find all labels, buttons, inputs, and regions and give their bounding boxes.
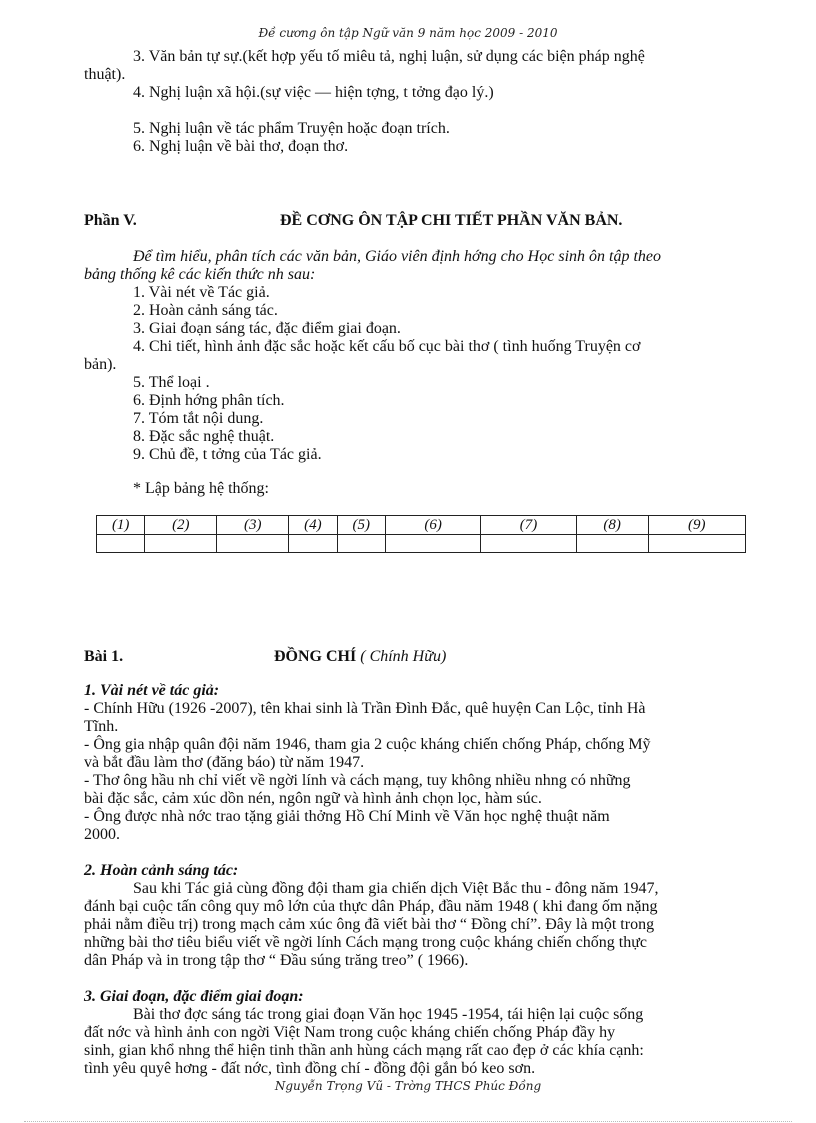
paragraph-line: và bắt đầu làm thơ (đăng báo) từ năm 1947.	[84, 754, 365, 771]
paragraph-line: - Ông gia nhập quân đội năm 1946, tham gia 2 cuộc kháng chiến chống Pháp, chống Mỹ	[84, 736, 651, 753]
list-item: 1. Vài nét về Tác giả.	[133, 284, 270, 301]
paragraph-line: Bài thơ đợc sáng tác trong giai đoạn Văn học 1945 -1954, tái hiện lại cuộc sống	[133, 1006, 644, 1023]
table-header-cell: (3)	[217, 516, 289, 535]
table-cell	[145, 535, 217, 553]
part5-body	[84, 248, 756, 498]
table-row	[97, 535, 746, 553]
part5-section	[84, 212, 756, 232]
table-cell	[481, 535, 576, 553]
table-header-cell: (9)	[648, 516, 745, 535]
list-item: 3. Giai đoạn sáng tác, đặc điểm giai đoạn.	[133, 320, 401, 337]
lesson-author: ( Chính Hữu)	[360, 648, 447, 665]
table-cell	[97, 535, 145, 553]
list-item: 4. Chi tiết, hình ảnh đặc sắc hoặc kết cấu bố cục bài thơ ( tình huống Truyện cơ	[133, 338, 641, 355]
list-item: 5. Thể loại .	[133, 374, 210, 391]
section-number: Phần V.	[84, 212, 137, 229]
list-item: 2. Hoàn cảnh sáng tác.	[133, 302, 278, 319]
table-cell	[648, 535, 745, 553]
table-cell	[289, 535, 337, 553]
lesson1-section	[84, 648, 756, 668]
table-header-cell: (7)	[481, 516, 576, 535]
table-cell	[576, 535, 648, 553]
page-divider	[24, 1121, 792, 1122]
table-cell	[385, 535, 480, 553]
paragraph-line: - Ông được nhà nớc trao tặng giải thởng Hồ Chí Minh về Văn học nghệ thuật năm	[84, 808, 610, 825]
paragraph-line: Tĩnh.	[84, 718, 119, 735]
table-header-cell: (6)	[385, 516, 480, 535]
page-header: Đề cương ôn tập Ngữ văn 9 năm học 2009 - 2010	[258, 26, 558, 40]
list-item: 6. Định hớng phân tích.	[133, 392, 285, 409]
table-header-cell: (8)	[576, 516, 648, 535]
subsection-heading: 2. Hoàn cảnh sáng tác:	[84, 862, 239, 879]
table-cell	[217, 535, 289, 553]
list-item: bản).	[84, 356, 117, 373]
paragraph-line: 2000.	[84, 826, 120, 843]
table-caption: * Lập bảng hệ thống:	[133, 480, 269, 497]
paragraph-line: những bài thơ tiêu biểu viết về ngời lính Cách mạng trong cuộc kháng chiến chống thực	[84, 934, 648, 951]
paragraph-line: đánh bại cuộc tấn công quy mô lớn của thực dân Pháp, đầu năm 1948 ( khi đang ốm nặng	[84, 898, 658, 915]
list-item: thuật).	[84, 66, 126, 83]
system-table-wrap	[84, 515, 756, 553]
paragraph-line: bài đặc sắc, cảm xúc dồn nén, ngôn ngữ và hình ảnh chọn lọc, hàm súc.	[84, 790, 542, 807]
lesson-heading	[84, 648, 756, 668]
lesson-title: ĐỒNG CHÍ	[274, 648, 357, 665]
subsection-heading: 3. Giai đoạn, đặc điểm giai đoạn:	[84, 988, 304, 1005]
list-item: 6. Nghị luận về bài thơ, đoạn thơ.	[133, 138, 349, 155]
paragraph-line: sinh, gian khổ nhng thể hiện tinh thần anh hùng cách mạng rất cao đẹp ở các khía cạnh:	[84, 1042, 644, 1059]
list-item: 3. Văn bản tự sự.(kết hợp yếu tố miêu tả, nghị luận, sử dụng các biện pháp nghệ	[133, 48, 645, 65]
table-header-cell: (4)	[289, 516, 337, 535]
list-item: 9. Chủ đề, t tởng của Tác giả.	[133, 446, 322, 463]
top-list	[84, 48, 756, 156]
author-section	[84, 682, 756, 844]
list-item: 7. Tóm tắt nội dung.	[133, 410, 264, 427]
table-header-cell: (5)	[337, 516, 385, 535]
table-header-row	[97, 516, 746, 535]
intro-line: Để tìm hiểu, phân tích các văn bản, Giáo viên định hớng cho Học sinh ôn tập theo	[133, 248, 661, 265]
section-title: ĐỀ CƠNG ÔN TẬP CHI TIẾT PHẦN VĂN BẢN.	[280, 212, 623, 229]
list-item: 4. Nghị luận xã hội.(sự việc — hiện tợng, t tởng đạo lý.)	[133, 84, 494, 101]
paragraph-line: - Chính Hữu (1926 -2007), tên khai sinh là Trần Đình Đắc, quê huyện Can Lộc, tỉnh Hà	[84, 700, 646, 717]
page-footer: Nguyễn Trọng Vũ - Trờng THCS Phúc Đồng	[274, 1079, 542, 1093]
paragraph-line: tình yêu quyê hơng - đất nớc, tình đồng chí - đồng đội gắn bó keo sơn.	[84, 1060, 536, 1077]
system-table	[96, 515, 746, 553]
table-header-cell: (1)	[97, 516, 145, 535]
lesson-title-wrap	[274, 648, 446, 666]
paragraph-line: phải nằm điều trị) trong mạch cảm xúc ông đã viết bài thơ “ Đồng chí”. Đây là một trong	[84, 916, 655, 933]
period-section	[84, 988, 756, 1078]
lesson-number: Bài 1.	[84, 648, 124, 665]
paragraph-line: Sau khi Tác giả cùng đồng đội tham gia chiến dịch Việt Bắc thu - đông năm 1947,	[133, 880, 659, 897]
paragraph-line: dân Pháp và in trong tập thơ “ Đầu súng trăng treo” ( 1966).	[84, 952, 469, 969]
table-header-cell: (2)	[145, 516, 217, 535]
list-item: 8. Đặc sắc nghệ thuật.	[133, 428, 275, 445]
paragraph-line: đất nớc và hình ảnh con ngời Việt Nam trong cuộc kháng chiến chống Pháp đầy hy	[84, 1024, 616, 1041]
paragraph-line: - Thơ ông hầu nh chỉ viết về ngời lính và cách mạng, tuy không nhiều nhng có những	[84, 772, 631, 789]
subsection-heading: 1. Vài nét về tác giả:	[84, 682, 220, 699]
context-section	[84, 862, 756, 970]
section-heading	[84, 212, 756, 232]
table-cell	[337, 535, 385, 553]
list-item: 5. Nghị luận về tác phẩm Truyện hoặc đoạn trích.	[133, 120, 450, 137]
intro-line: bảng thống kê các kiến thức nh sau:	[84, 266, 316, 283]
